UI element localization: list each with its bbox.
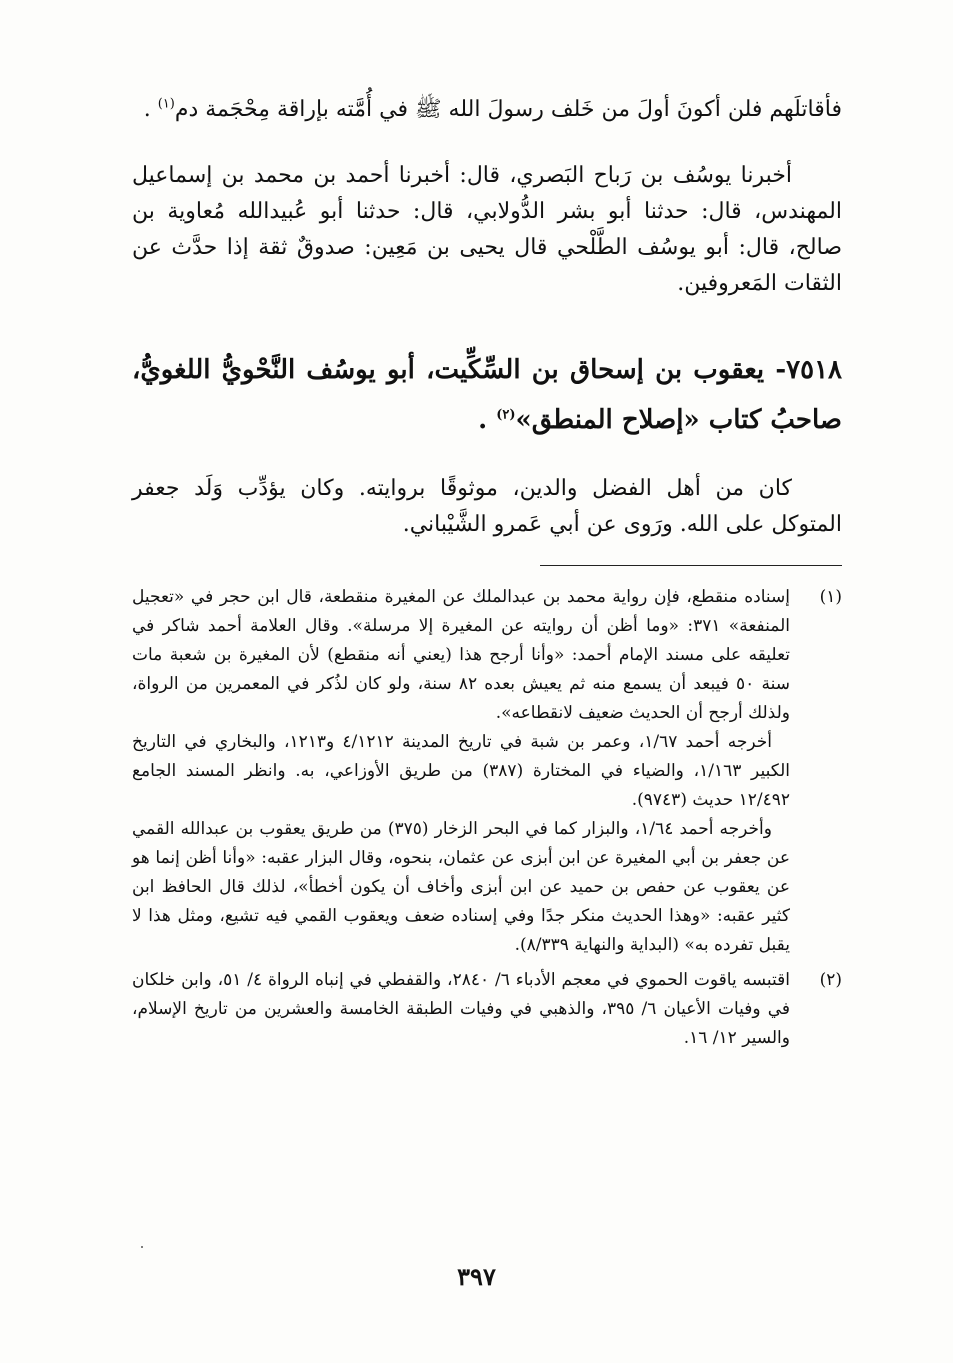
- entry-heading-text: ٧٥١٨- يعقوب بن إسحاق بن السِّكِّيت، أبو يوسُف النَّحْويُّ اللغويُّ، صاحبُ كتاب «إصلاح المنطق»: [132, 355, 842, 435]
- footnote-number: (٢): [819, 970, 842, 990]
- footnote-ref-1[interactable]: (١): [157, 96, 175, 112]
- footnote-paragraph: أخرجه أحمد ١/٦٧، وعمر بن شبة في تاريخ المدينة ٤/١٢١٢ و١٢١٣، والبخاري في التاريخ الكبير ١/١٦٣، والضياء في المختارة (٣٨٧) من طريق الأوزاعي، به. وانظر المسند الجامع ١٢/٤٩٢ حديث (٩٧٤٣).: [132, 732, 790, 810]
- footnotes-section: [132, 583, 842, 1059]
- page-number: ٣٩٧: [457, 1262, 496, 1291]
- entry-heading: [132, 345, 842, 445]
- footnote-1: [132, 583, 842, 960]
- paragraph-text: فأقاتلَهم فلن أكونَ أولَ من خَلف رسولَ الله ﷺ في أُمَّته بإراقة مِحْجَمة دم: [174, 97, 842, 122]
- footnote-separator: [540, 565, 842, 566]
- entry-heading-tail: .: [478, 405, 497, 435]
- footnote-2: [132, 966, 842, 1053]
- paragraph-hadith-end: [132, 92, 842, 128]
- paragraph-tail: .: [143, 97, 158, 122]
- footnote-ref-2[interactable]: (٢): [496, 407, 516, 423]
- footnote-number: (١): [819, 587, 842, 607]
- footnote-paragraph: وأخرجه أحمد ١/٦٤، والبزار كما في البحر الزخار (٣٧٥) من طريق يعقوب بن عبدالله القمي عن جعفر بن أبي المغيرة عن ابن أبزى عن عثمان، بنحوه، وقال البزار عقبه: «وأنا أظن إنما هو عن يعقوب عن حفص بن حميد عن ابن أبزى وأخاف أن يكون أخطأ»، لذلك قال الحافظ ابن كثير عقبه: «وهذا الحديث منكر جدًا وفي إسناده ضعف ويعقوب القمي فيه تشيع، ومثل هذا لا يقبل تفرده به» (البداية والنهاية ٨/٣٣٩).: [132, 819, 790, 955]
- paragraph-biography: كان من أهل الفضل والدين، موثوقًا بروايته. وكان يؤدِّب وَلَد جعفر المتوكل على الله. ورَوى عن أبي عَمرو الشَّيْباني.: [132, 476, 842, 537]
- footnote-paragraph: اقتبسه ياقوت الحموي في معجم الأدباء ٦/ ٢٨٤٠، والقفطي في إنباه الرواة ٤/ ٥١، وابن خلكان في وفيات الأعيان ٦/ ٣٩٥، والذهبي في وفيات الطبقة الخامسة والعشرين من تاريخ الإسلام، والسير ١٢/ ١٦.: [132, 970, 790, 1048]
- footnote-paragraph: إسناده منقطع، فإن رواية محمد بن عبدالملك عن المغيرة منقطعة، قال ابن حجر في «تعجيل المنفعة» ٣٧١: «وما أظن أن روايته عن المغيرة إلا مرسلة». وقال العلامة أحمد شاكر في تعليقه على مسند الإمام أحمد: «وأنا أرجح هذا (يعني أنه منقطع) لأن المغيرة بن شعبة مات سنة ٥٠ فيبعد أن يسمع منه ثم يعيش بعده ٨٢ سنة، ولو كان لذُكر في المعمرين من الرواة، ولذلك أرجح أن الحديث ضعيف لانقطاعه».: [132, 587, 790, 723]
- paragraph-isnad: أخبرنا يوسُف بن رَباح البَصري، قال: أخبرنا أحمد بن محمد بن إسماعيل المهندس، قال: حدثنا أبو بشر الدُّولابي، قال: حدثنا أبو عُبيدالله مُعاوية بن صالح، قال: أبو يوسُف الطَّلْحي قال يحيى بن مَعِين: صدوقٌ ثقة إذا حدَّث عن الثقات المَعروفين.: [132, 163, 843, 296]
- scan-speck: [141, 1246, 143, 1248]
